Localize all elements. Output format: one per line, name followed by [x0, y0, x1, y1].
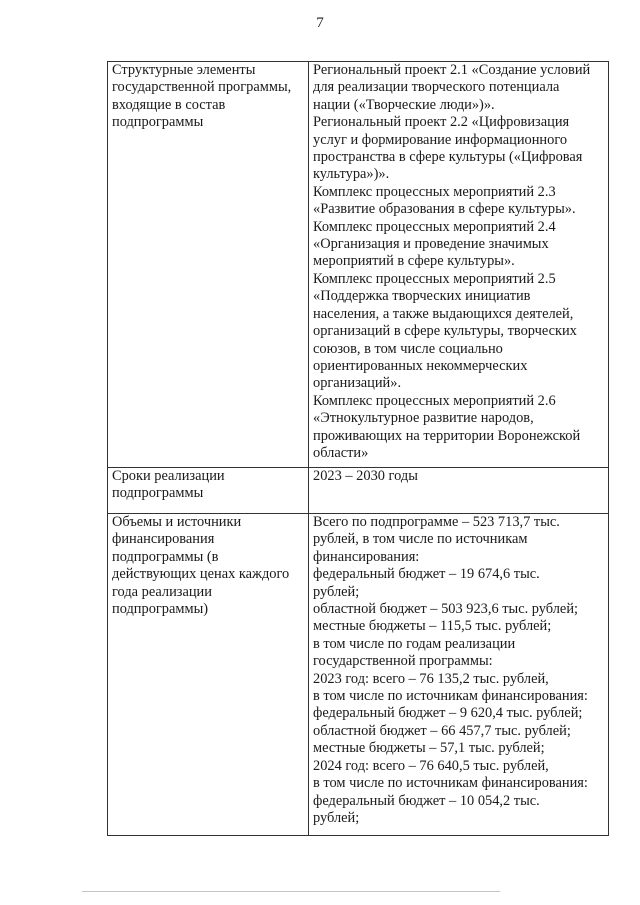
text-line: входящие в состав: [112, 96, 226, 113]
text-line: финансирования:: [313, 548, 420, 565]
row-value-text: [313, 468, 608, 485]
text-line: Сроки реализации: [112, 468, 225, 484]
text-line: подпрограммы: [112, 485, 204, 502]
text-line: финансирования: [112, 531, 215, 548]
row-label-text: [112, 468, 308, 503]
text-line: нации («Творческие люди»)».: [313, 96, 495, 113]
text-line: организаций в сфере культуры, творческих: [313, 323, 577, 340]
text-line: государственной программы:: [313, 653, 493, 670]
text-line: для реализации творческого потенциала: [313, 79, 560, 96]
text-line: Региональный проект 2.2 «Цифровизация: [313, 114, 570, 131]
text-line: местные бюджеты – 57,1 тыс. рублей;: [313, 740, 545, 757]
text-line: федеральный бюджет – 9 620,4 тыс. рублей;: [313, 705, 583, 722]
text-line: пространства в сфере культуры («Цифровая: [313, 149, 583, 166]
page-number: 7: [316, 15, 324, 31]
text-line: мероприятий в сфере культуры».: [313, 253, 515, 270]
text-line: союзов, в том числе социально: [313, 340, 503, 357]
text-line: местные бюджеты – 115,5 тыс. рублей;: [313, 618, 552, 635]
text-line: проживающих на территории Воронежской: [313, 427, 581, 444]
text-line: Объемы и источники: [112, 514, 242, 530]
row-value-cell: [309, 514, 609, 836]
text-line: Комплекс процессных мероприятий 2.4: [313, 218, 556, 235]
text-line: федеральный бюджет – 19 674,6 тыс.: [313, 566, 540, 583]
bottom-divider: [82, 891, 500, 892]
text-line: в том числе по источникам финансирования:: [313, 775, 588, 792]
text-line: «Развитие образования в сфере культуры».: [313, 201, 576, 218]
text-line: культура»)».: [313, 166, 390, 183]
text-line: Региональный проект 2.1 «Создание условий: [313, 62, 591, 78]
text-line: ориентированных некоммерческих: [313, 357, 528, 374]
text-line: областной бюджет – 503 923,6 тыс. рублей;: [313, 601, 579, 618]
text-line: года реализации: [112, 583, 212, 600]
row-value-text: [313, 514, 608, 827]
subprogram-passport-table: [107, 61, 609, 836]
text-line: Структурные элементы: [112, 62, 256, 78]
row-value-cell: [309, 62, 609, 468]
row-label-text: [112, 514, 308, 618]
text-line: в том числе по источникам финансирования:: [313, 688, 588, 705]
text-line: населения, а также выдающихся деятелей,: [313, 305, 574, 322]
text-line: в том числе по годам реализации: [313, 635, 516, 652]
table-row-structural-elements: [108, 62, 609, 468]
text-line: «Поддержка творческих инициатив: [313, 288, 531, 305]
text-line: государственной программы,: [112, 79, 292, 96]
table-row-implementation-period: [108, 468, 609, 514]
row-label-cell: [108, 514, 309, 836]
text-line: федеральный бюджет – 10 054,2 тыс.: [313, 792, 540, 809]
row-label-cell: [108, 62, 309, 468]
text-line: действующих ценах каждого: [112, 566, 290, 583]
row-label-text: [112, 62, 308, 132]
text-line: 2023 – 2030 годы: [313, 468, 418, 484]
row-value-text: [313, 62, 608, 462]
text-line: «Организация и проведение значимых: [313, 236, 549, 253]
text-line: области»: [313, 444, 369, 461]
text-line: Всего по подпрограмме – 523 713,7 тыс.: [313, 514, 560, 530]
table-row-funding: [108, 514, 609, 836]
text-line: подпрограммы (в: [112, 548, 219, 565]
text-line: 2024 год: всего – 76 640,5 тыс. рублей,: [313, 757, 549, 774]
text-line: рублей;: [313, 809, 360, 826]
text-line: подпрограммы): [112, 601, 209, 618]
text-line: областной бюджет – 66 457,7 тыс. рублей;: [313, 722, 571, 739]
text-line: услуг и формирование информационного: [313, 131, 568, 148]
text-line: Комплекс процессных мероприятий 2.3: [313, 183, 556, 200]
row-value-cell: [309, 468, 609, 514]
row-label-cell: [108, 468, 309, 514]
text-line: Комплекс процессных мероприятий 2.6: [313, 392, 556, 409]
text-line: 2023 год: всего – 76 135,2 тыс. рублей,: [313, 670, 549, 687]
text-line: подпрограммы: [112, 114, 204, 131]
text-line: рублей, в том числе по источникам: [313, 531, 528, 548]
text-line: «Этнокультурное развитие народов,: [313, 410, 534, 427]
text-line: Комплекс процессных мероприятий 2.5: [313, 270, 556, 287]
text-line: организаций».: [313, 375, 402, 392]
text-line: рублей;: [313, 583, 360, 600]
